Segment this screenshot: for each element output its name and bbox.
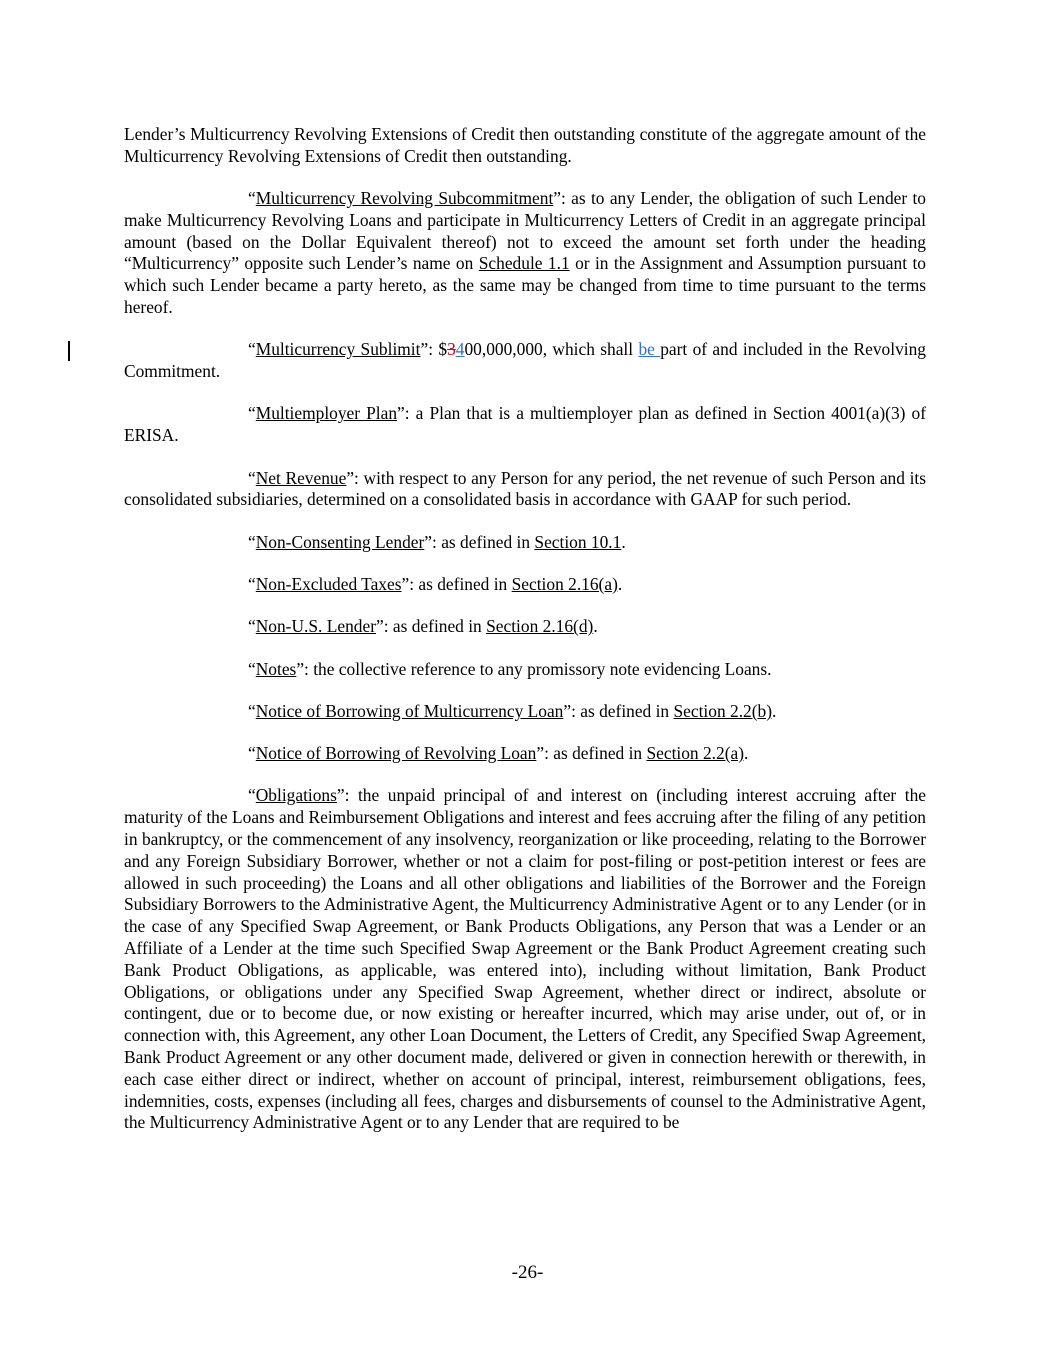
definition-multicurrency-revolving-subcommitment: “Multicurrency Revolving Subcommitment”: as to any Lender, the obligation of such Lender to make Multicurrency Revolving Loans and participate in Multicurrency Letters of Credit in an aggregate principal amount (based on the Dollar Equivalent thereof) not to exceed the amount set forth under the heading “Multicurrency” opposite such Lender’s name on Schedule 1.1 or in the Assignment and Assumption pursuant to which such Lender became a party hereto, as the same may be changed from time to time pursuant to the terms hereof.: [124, 188, 926, 318]
definition-multiemployer-plan: “Multiemployer Plan”: a Plan that is a multiemployer plan as defined in Section 4001(a)(3) of ERISA.: [124, 403, 926, 446]
definition-net-revenue: “Net Revenue”: with respect to any Person for any period, the net revenue of such Person and its consolidated subsidiaries, determined on a consolidated basis in accordance with GAAP for such period.: [124, 467, 926, 510]
definition-notice-of-borrowing-revolving-loan: “Notice of Borrowing of Revolving Loan”: as defined in Section 2.2(a).: [248, 743, 749, 764]
defined-term: Notes: [255, 658, 297, 679]
defined-term: Multiemployer Plan: [255, 403, 398, 424]
cross-reference: Schedule 1.1: [478, 253, 570, 274]
defined-term: Notice of Borrowing of Revolving Loan: [255, 743, 537, 764]
cross-reference: Section 2.16(a): [511, 573, 618, 594]
defined-term: Net Revenue: [255, 467, 347, 488]
document-page: [124, 124, 926, 1155]
cross-reference: Section 2.2(a): [646, 743, 745, 764]
defined-term: Multicurrency Revolving Subcommitment: [255, 188, 554, 209]
defined-term: Non-Excluded Taxes: [255, 573, 402, 594]
inserted-text: 4: [455, 339, 465, 360]
change-bar: [68, 341, 70, 361]
defined-term: Non-U.S. Lender: [255, 616, 376, 637]
cross-reference: Section 2.16(d): [486, 616, 594, 637]
defined-term: Multicurrency Sublimit: [255, 339, 421, 360]
definition-non-consenting-lender: “Non-Consenting Lender”: as defined in Section 10.1.: [248, 531, 626, 552]
definition-multicurrency-sublimit: “Multicurrency Sublimit”: $3400,000,000, which shall be part of and included in the Revolving Commitment.: [124, 339, 927, 382]
defined-term: Non-Consenting Lender: [255, 531, 425, 552]
continued-paragraph: Lender’s Multicurrency Revolving Extensions of Credit then outstanding constitute of the aggregate amount of the Multicurrency Revolving Extensions of Credit then outstanding.: [124, 124, 926, 166]
cross-reference: Section 10.1: [534, 531, 622, 552]
defined-term: Notice of Borrowing of Multicurrency Loan: [255, 700, 564, 721]
deleted-text: 3: [447, 339, 456, 360]
definition-notice-of-borrowing-multicurrency-loan: “Notice of Borrowing of Multicurrency Loan”: as defined in Section 2.2(b).: [248, 700, 777, 721]
definition-non-excluded-taxes: “Non-Excluded Taxes”: as defined in Section 2.16(a).: [248, 573, 623, 594]
definition-obligations: “Obligations”: the unpaid principal of and interest on (including interest accruing after the maturity of the Loans and Reimbursement Obligations and interest and fees accruing after the filing of any petition in bankruptcy, or the commencement of any insolvency, reorganization or like proceeding, relating to the Borrower and any Foreign Subsidiary Borrower, whether or not a claim for post-filing or post-petition interest or fees are allowed in such proceeding) the Loans and all other obligations and liabilities of the Borrower and the Foreign Subsidiary Borrowers to the Administrative Agent, the Multicurrency Administrative Agent or to any Lender (or in the case of any Specified Swap Agreement, or Bank Products Obligations, any Person that was a Lender or an Affiliate of a Lender at the time such Specified Swap Agreement or the Bank Product Agreement creating such Bank Product Obligations, as applicable, was entered into), including without limitation, Bank Product Obligations, or obligations under any Specified Swap Agreement, whether direct or indirect, absolute or contingent, due or to become due, or now existing or hereafter incurred, which may arise under, out of, or in connection with, this Agreement, any other Loan Document, the Letters of Credit, any Specified Swap Agreement, Bank Product Agreement or any other document made, delivered or given in connection herewith or therewith, in each case either direct or indirect, whether on account of principal, interest, reimbursement obligations, fees, indemnities, costs, expenses (including all fees, charges and disbursements of counsel to the Administrative Agent, the Multicurrency Administrative Agent or to any Lender that are required to be: [124, 785, 926, 1133]
definition-notes: “Notes”: the collective reference to any promissory note evidencing Loans.: [248, 658, 772, 679]
page-number: -26-: [511, 1262, 544, 1283]
inserted-text: be: [638, 339, 661, 360]
cross-reference: Section 2.2(b): [673, 700, 773, 721]
defined-term: Obligations: [255, 785, 337, 806]
definition-non-us-lender: “Non-U.S. Lender”: as defined in Section 2.16(d).: [248, 616, 598, 637]
